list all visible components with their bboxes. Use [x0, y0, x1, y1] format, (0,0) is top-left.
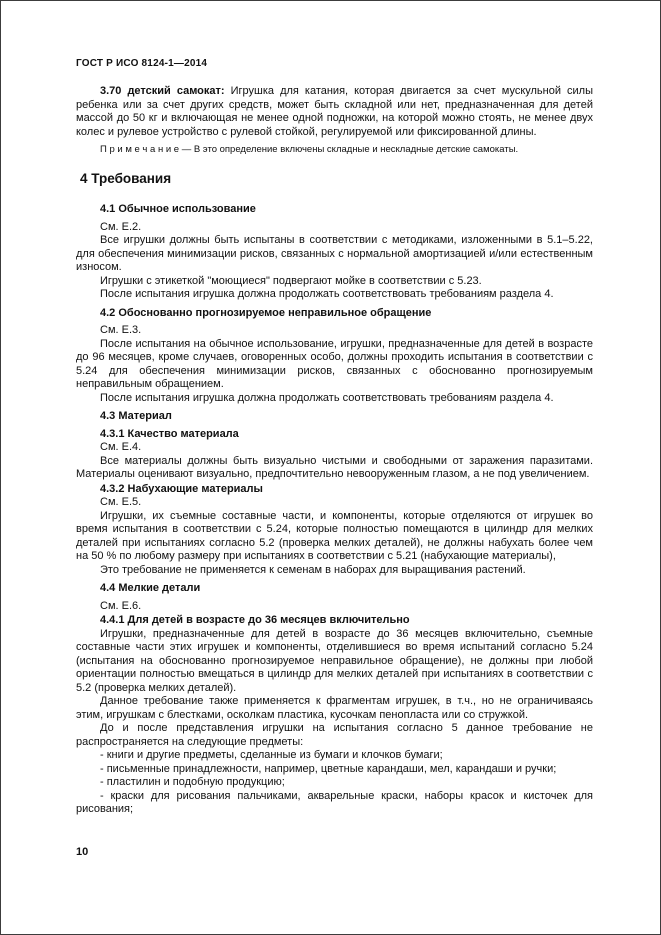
heading-4-4: 4.4 Мелкие детали	[100, 582, 201, 594]
document-header	[76, 58, 207, 69]
paragraph-4-2-1: После испытания на обычное использование, игрушки, предназначенные для детей в возрасте до 96 месяцев, кроме случаев, оговоренных особо, должны проходить испытания в соответствии с 5.24 для обеспечения минимизации рисков, связанных с обоснованно прогнозируемым неправильным обращением.	[76, 337, 593, 390]
paragraph-4-3-2-1: Игрушки, их съемные составные части, и компоненты, которые отделяются от игрушек во время испытания в соответствии с 5.24, которые полностью помещаются в цилиндр для мелких деталей при испытаниях согласно 5.2 (проверка мелких деталей), не должны набухать более чем на 50 % по любому размеру при испытаниях в соответствии с 5.21 (набухающие материалы),	[76, 509, 593, 562]
term-text: Игрушка для катания, которая двигается за счет мускульной силы ребенка или за счет других средств, может быть складной или нет, предназначенная для детей массой до 50 кг и включающая не менее одной подножки, на которой можно стоять, не менее двух колес и рулевое устройство с рулевой стойкой, регулируемой или фиксированной длины.	[76, 85, 594, 138]
paragraph-4-4-1-2: Данное требование также применяется к фрагментам игрушек, в т.ч., но не ограничиваясь этим, игрушкам с блестками, осколкам пластика, кусочкам пенопласта или со стружкой.	[76, 695, 593, 721]
paragraph-4-1-3: После испытания игрушка должна продолжать соответствовать требованиям раздела 4.	[100, 288, 554, 300]
list-item-paints: - краски для рисования пальчиками, акварельные краски, наборы красок и кисточек для рисования;	[76, 789, 593, 815]
note-paragraph: П р и м е ч а н и е — В это определение включены складные и нескладные детские самокаты.	[100, 144, 519, 155]
paragraph-4-1-1: Все игрушки должны быть испытаны в соответствии с методиками, изложенными в 5.1–5.22, для обеспечения минимизации рисков, связанных с нормальной амортизацией и/или естественным износом.	[76, 234, 593, 273]
paragraph-4-3-2-2: Это требование не применяется к семенам в наборах для выращивания растений.	[100, 563, 526, 576]
section-4-title: 4 Требования	[80, 171, 172, 186]
heading-4-3-2: 4.3.2 Набухающие материалы	[100, 482, 263, 495]
term-definition-paragraph	[76, 85, 593, 139]
heading-4-3: 4.3 Материал	[100, 410, 172, 422]
paragraph-4-3-1-1: Все материалы должны быть визуально чистыми и свободными от заражения паразитами. Материалы оценивают визуально, предпочтительно невооруженным глазом, а не под увеличением.	[76, 454, 593, 480]
see-ref-e3: См. Е.3.	[100, 324, 142, 336]
see-ref-e6: См. Е.6.	[100, 599, 142, 612]
page-number: 10	[76, 846, 89, 858]
heading-4-4-1: 4.4.1 Для детей в возрасте до 36 месяцев включительно	[100, 614, 410, 626]
doc-code: ГОСТ Р ИСО 8124-1—2014	[76, 58, 208, 69]
document-content	[76, 85, 593, 817]
see-ref-e5: См. Е.5.	[100, 496, 142, 508]
list-item-stationery: - письменные принадлежности, например, цветные карандаши, мел, карандаши и ручки;	[100, 762, 557, 775]
term-label: 3.70 детский самокат:	[100, 85, 225, 97]
list-item-books: - книги и другие предметы, сделанные из бумаги и клочков бумаги;	[100, 749, 443, 761]
paragraph-4-4-1-3: До и после представления игрушки на испытания согласно 5 данное требование не распространяется на следующие предметы:	[76, 722, 593, 748]
heading-4-2: 4.2 Обоснованно прогнозируемое неправильное обращение	[100, 306, 432, 319]
see-ref-e4: См. Е.4.	[100, 441, 142, 453]
paragraph-4-4-1-1: Игрушки, предназначенные для детей в возрасте до 36 месяцев включительно, съемные составные части этих игрушек и компоненты, отделившиеся во время испытаний согласно 5.24 (испытания на обоснованно прогнозируемое неправильное обращение), не должны при любой ориентации полностью вмещаться в цилиндр для мелких деталей при испытаниях в соответствии с 5.2 (проверка мелких деталей).	[76, 627, 593, 694]
heading-4-3-1: 4.3.1 Качество материала	[100, 427, 239, 440]
list-item-plasticine: - пластилин и подобную продукцию;	[100, 776, 285, 788]
see-ref-e2: См. Е.2.	[100, 220, 142, 233]
paragraph-4-1-2: Игрушки с этикеткой "моющиеся" подвергают мойке в соответствии с 5.23.	[100, 274, 482, 287]
paragraph-4-2-2: После испытания игрушка должна продолжать соответствовать требованиям раздела 4.	[100, 391, 554, 404]
heading-4-1: 4.1 Обычное использование	[100, 203, 256, 215]
